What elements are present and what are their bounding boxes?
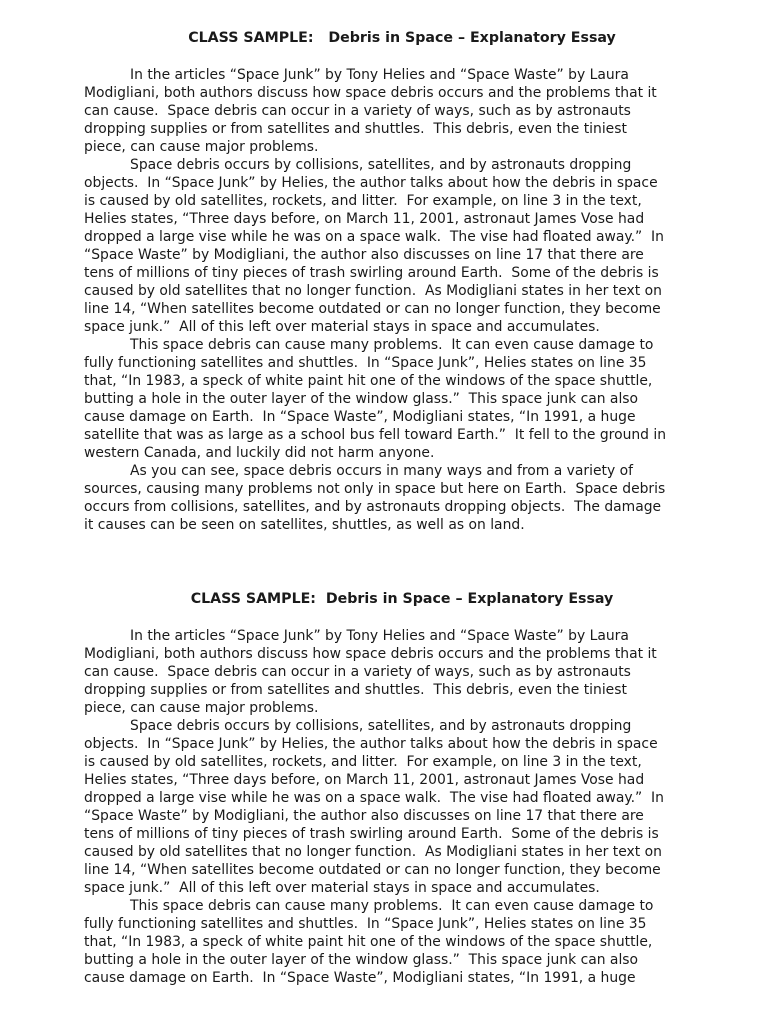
text-line: This space debris can cause many problems. It can even cause damage to	[130, 898, 654, 914]
text-line: objects. In “Space Junk” by Helies, the author talks about how the debris in space	[84, 175, 658, 191]
text-line: butting a hole in the outer layer of the window glass.” This space junk can also	[84, 391, 639, 407]
text-line: that, “In 1983, a speck of white paint hit one of the windows of the space shuttle,	[84, 934, 653, 950]
text-line: it causes can be seen on satellites, shuttles, as well as on land.	[84, 517, 525, 533]
text-line: dropping supplies or from satellites and shuttles. This debris, even the tiniest	[84, 682, 627, 698]
text-line: satellite that was as large as a school bus fell toward Earth.” It fell to the ground in	[84, 427, 667, 443]
paragraph-intro	[84, 627, 720, 717]
text-line: Space debris occurs by collisions, satellites, and by astronauts dropping	[130, 718, 632, 734]
text-line: fully functioning satellites and shuttles. In “Space Junk”, Helies states on line 35	[84, 355, 647, 371]
text-line: dropped a large vise while he was on a space walk. The vise had floated away.” In	[84, 790, 664, 806]
text-line: Helies states, “Three days before, on March 11, 2001, astronaut James Vose had	[84, 772, 645, 788]
text-line: space junk.” All of this left over material stays in space and accumulates.	[84, 880, 600, 896]
text-line: line 14, “When satellites become outdated or can no longer function, they become	[84, 862, 661, 878]
paragraph-intro	[84, 66, 720, 156]
text-line: line 14, “When satellites become outdated or can no longer function, they become	[84, 301, 661, 317]
text-line: Modigliani, both authors discuss how space debris occurs and the problems that it	[84, 85, 657, 101]
paragraph-causes	[84, 156, 720, 336]
text-line: In the articles “Space Junk” by Tony Helies and “Space Waste” by Laura	[130, 67, 629, 83]
essay-title: CLASS SAMPLE: Debris in Space – Explanatory Essay	[188, 30, 616, 46]
text-line: Modigliani, both authors discuss how space debris occurs and the problems that it	[84, 646, 657, 662]
text-line: objects. In “Space Junk” by Helies, the author talks about how the debris in space	[84, 736, 658, 752]
text-line: is caused by old satellites, rockets, and litter. For example, on line 3 in the text,	[84, 754, 642, 770]
text-line: cause damage on Earth. In “Space Waste”, Modigliani states, “In 1991, a huge	[84, 970, 636, 986]
text-line: Helies states, “Three days before, on March 11, 2001, astronaut James Vose had	[84, 211, 645, 227]
paragraph-problems	[84, 336, 720, 462]
text-line: caused by old satellites that no longer function. As Modigliani states in her text on	[84, 283, 662, 299]
text-line: piece, can cause major problems.	[84, 700, 319, 716]
text-line: fully functioning satellites and shuttles. In “Space Junk”, Helies states on line 35	[84, 916, 647, 932]
text-line: western Canada, and luckily did not harm anyone.	[84, 445, 435, 461]
paragraph-conclusion	[84, 462, 720, 534]
text-line: cause damage on Earth. In “Space Waste”, Modigliani states, “In 1991, a huge	[84, 409, 636, 425]
text-line: This space debris can cause many problems. It can even cause damage to	[130, 337, 654, 353]
essay-title: CLASS SAMPLE: Debris in Space – Explanatory Essay	[190, 591, 614, 607]
text-line: piece, can cause major problems.	[84, 139, 319, 155]
text-line: “Space Waste” by Modigliani, the author also discusses on line 17 that there are	[84, 808, 644, 824]
text-line: occurs from collisions, satellites, and by astronauts dropping objects. The damage	[84, 499, 662, 515]
text-line: tens of millions of tiny pieces of trash swirling around Earth. Some of the debris is	[84, 265, 659, 281]
text-line: butting a hole in the outer layer of the window glass.” This space junk can also	[84, 952, 639, 968]
text-line: Space debris occurs by collisions, satellites, and by astronauts dropping	[130, 157, 632, 173]
text-line: can cause. Space debris can occur in a variety of ways, such as by astronauts	[84, 103, 631, 119]
text-line: sources, causing many problems not only in space but here on Earth. Space debris	[84, 481, 666, 497]
text-line: tens of millions of tiny pieces of trash swirling around Earth. Some of the debris is	[84, 826, 659, 842]
text-line: that, “In 1983, a speck of white paint hit one of the windows of the space shuttle,	[84, 373, 653, 389]
text-line: caused by old satellites that no longer function. As Modigliani states in her text on	[84, 844, 662, 860]
essay-1	[84, 29, 720, 534]
essay-2	[84, 590, 720, 987]
text-line: can cause. Space debris can occur in a variety of ways, such as by astronauts	[84, 664, 631, 680]
text-line: “Space Waste” by Modigliani, the author also discusses on line 17 that there are	[84, 247, 644, 263]
text-line: space junk.” All of this left over material stays in space and accumulates.	[84, 319, 600, 335]
text-line: dropping supplies or from satellites and shuttles. This debris, even the tiniest	[84, 121, 627, 137]
paragraph-problems	[84, 897, 720, 987]
text-line: is caused by old satellites, rockets, and litter. For example, on line 3 in the text,	[84, 193, 642, 209]
text-line: As you can see, space debris occurs in many ways and from a variety of	[130, 463, 633, 479]
text-line: In the articles “Space Junk” by Tony Helies and “Space Waste” by Laura	[130, 628, 629, 644]
paragraph-causes	[84, 717, 720, 897]
text-line: dropped a large vise while he was on a space walk. The vise had floated away.” In	[84, 229, 664, 245]
